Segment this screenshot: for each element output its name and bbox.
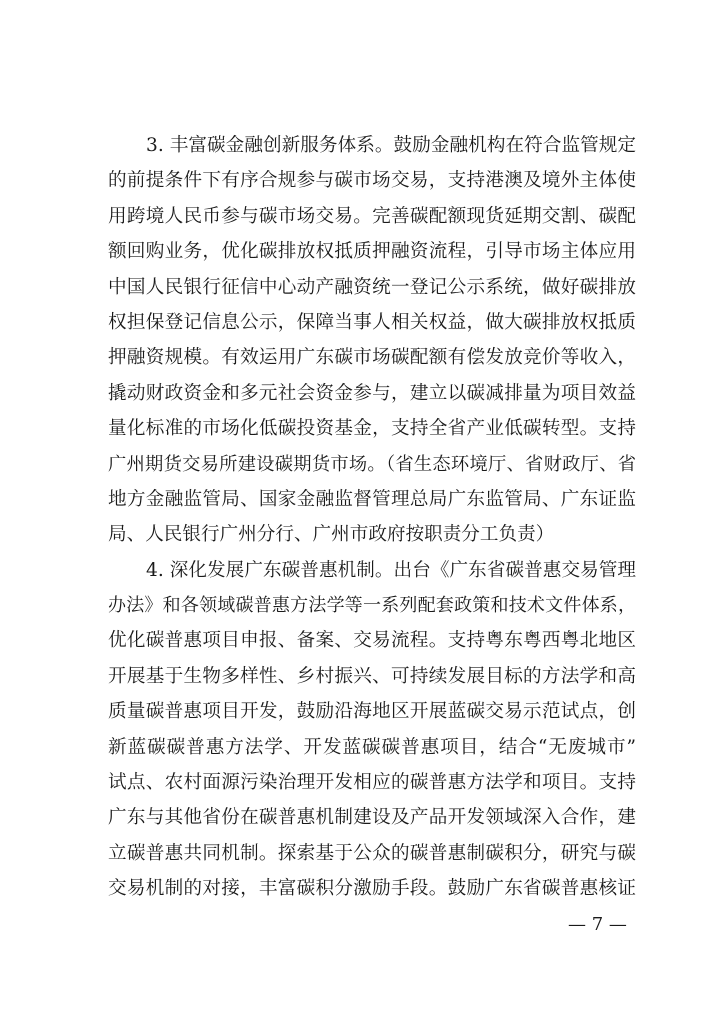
paragraph-3-line-7: 押融资规模。有效运用广东碳市场碳配额有偿发放竞价等收入， (108, 347, 636, 369)
paragraph-4-line-8: 广东与其他省份在碳普惠机制建设及产品开发领域深入合作，建 (108, 807, 636, 829)
page-number: — 7 — (568, 914, 627, 935)
paragraph-3-line-8: 撬动财政资金和多元社会资金参与，建立以碳减排量为项目效益 (108, 382, 636, 404)
paragraph-4-line-2: 办法》和各领域碳普惠方法学等一系列配套政策和技术文件体系， (108, 595, 636, 617)
paragraph-3-line-1: 3. 丰富碳金融创新服务体系。鼓励金融机构在符合监管规定 (146, 135, 636, 156)
paragraph-4-line-1: 4. 深化发展广东碳普惠机制。出台《广东省碳普惠交易管理 (146, 559, 636, 581)
paragraph-3-line-11: 地方金融监管局、国家金融监督管理总局广东监管局、广东证监 (108, 488, 636, 510)
paragraph-3-line-4: 额回购业务，优化碳排放权抵质押融资流程，引导市场主体应用 (108, 241, 636, 263)
paragraph-3-line-2: 的前提条件下有序合规参与碳市场交易，支持港澳及境外主体使 (108, 170, 636, 192)
paragraph-4-line-10: 交易机制的对接，丰富碳积分激励手段。鼓励广东省碳普惠核证 (108, 878, 636, 900)
paragraph-4-line-6: 新蓝碳碳普惠方法学、开发蓝碳碳普惠项目，结合“无废城市” (108, 736, 636, 758)
paragraph-3-line-6: 权担保登记信息公示，保障当事人相关权益，做大碳排放权抵质 (108, 311, 636, 333)
paragraph-4-line-4: 开展基于生物多样性、乡村振兴、可持续发展目标的方法学和高 (108, 665, 636, 687)
paragraph-4-line-3: 优化碳普惠项目申报、备案、交易流程。支持粤东粤西粤北地区 (108, 630, 636, 652)
paragraph-3-line-5: 中国人民银行征信中心动产融资统一登记公示系统，做好碳排放 (108, 276, 636, 298)
paragraph-4-line-5: 质量碳普惠项目开发，鼓励沿海地区开展蓝碳交易示范试点，创 (108, 701, 636, 723)
paragraph-4-line-9: 立碳普惠共同机制。探索基于公众的碳普惠制碳积分，研究与碳 (108, 842, 636, 864)
paragraph-4-line-7: 试点、农村面源污染治理开发相应的碳普惠方法学和项目。支持 (108, 772, 636, 794)
paragraph-3-line-9: 量化标准的市场化低碳投资基金，支持全省产业低碳转型。支持 (108, 418, 636, 440)
paragraph-3-line-10: 广州期货交易所建设碳期货市场。（省生态环境厅、省财政厅、省 (108, 453, 636, 475)
body-text (108, 128, 636, 907)
paragraph-3-line-3: 用跨境人民币参与碳市场交易。完善碳配额现货延期交割、碳配 (108, 205, 636, 227)
paragraph-3-line-12: 局、人民银行广州分行、广州市政府按职责分工负责） (108, 524, 555, 546)
